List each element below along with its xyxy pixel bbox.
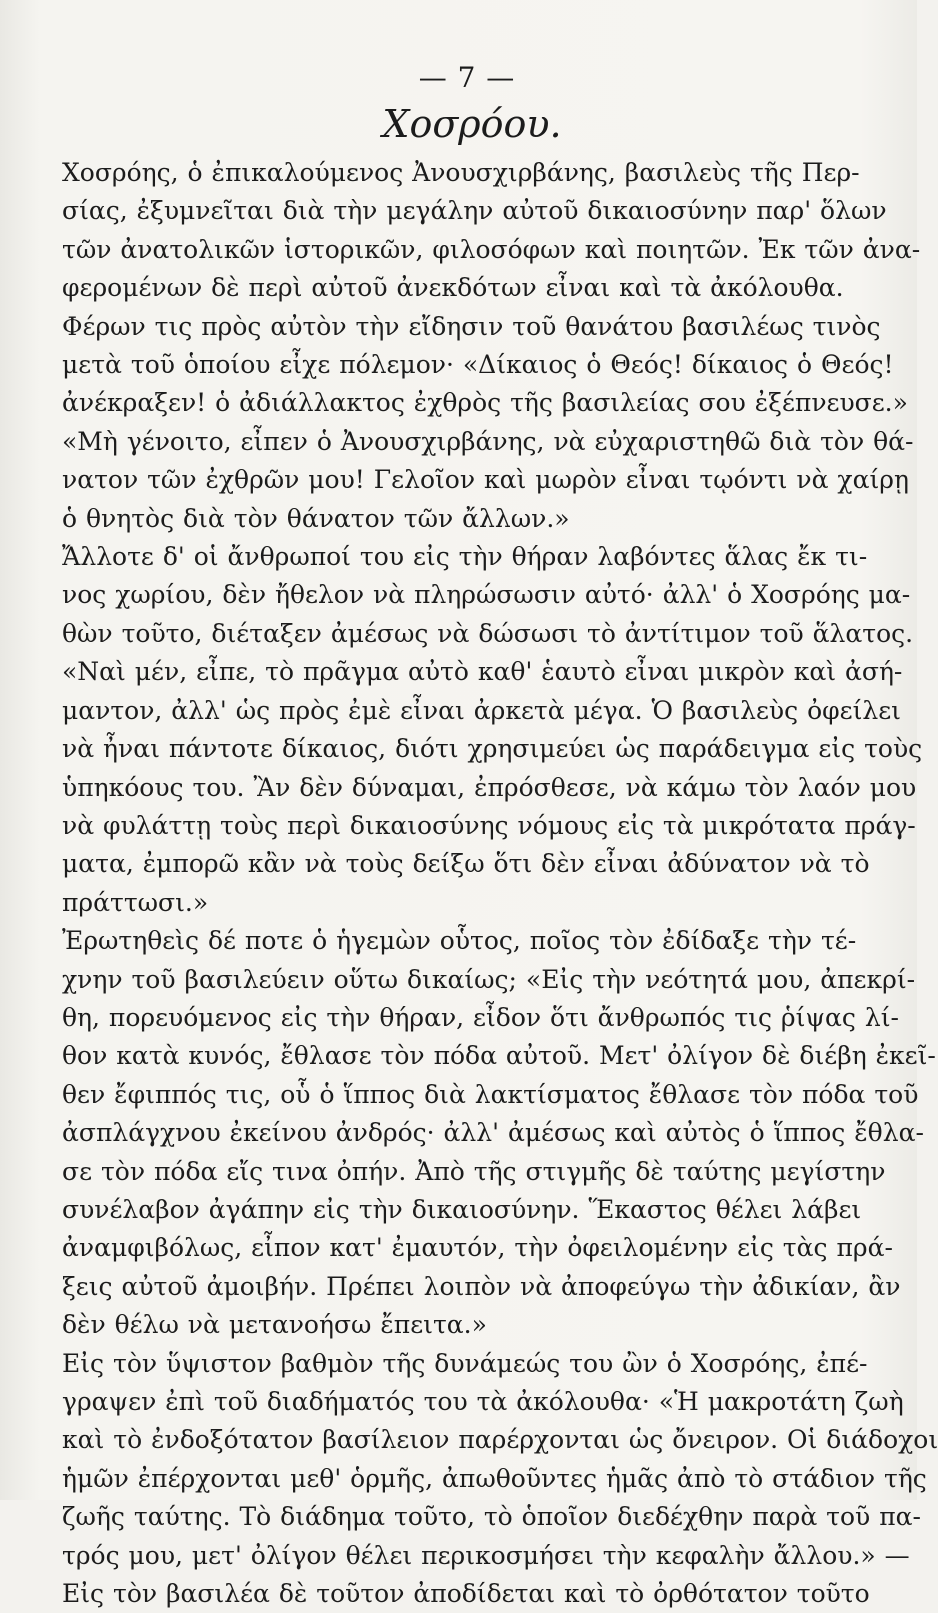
text-line: σε τὸν πόδα εἴς τινα ὀπήν. Ἀπὸ τῆς στιγμῆς δὲ ταύτης μεγίστην (62, 1156, 886, 1186)
text-line: ὑπηκόους του. Ἂν δὲν δύναμαι, ἐπρόσθεσε, νὰ κάμω τὸν λαόν μου (62, 772, 917, 802)
text-line: ἀναμφιβόλως, εἶπον κατ' ἐμαυτόν, τὴν ὀφειλομένην εἰς τὰς πρά- (62, 1233, 893, 1263)
text-line: φερομένων δὲ περὶ αὐτοῦ ἀνεκδότων εἶναι καὶ τὰ ἀκόλουθα. (62, 273, 844, 303)
text-line: Ἄλλοτε δ' οἱ ἄνθρωποί του εἰς τὴν θήραν λαβόντες ἅλας ἔκ τι- (62, 542, 868, 572)
text-line: πράττωσι.» (62, 887, 209, 917)
page-number: — 7 — (418, 61, 516, 94)
text-line: ζωῆς ταύτης. Τὸ διάδημα τοῦτο, τὸ ὁποῖον διεδέχθην παρὰ τοῦ πα- (62, 1502, 921, 1532)
text-line: ὁ θνητὸς διὰ τὸν θάνατον τῶν ἄλλων.» (62, 503, 570, 533)
text-line: σίας, ἐξυμνεῖται διὰ τὴν μεγάλην αὐτοῦ δικαιοσύνην παρ' ὅλων (62, 196, 887, 226)
text-line: μετὰ τοῦ ὁποίου εἶχε πόλεμον· «Δίκαιος ὁ Θεός! δίκαιος ὁ Θεός! (62, 350, 894, 380)
text-line: ἀσπλάγχνου ἐκείνου ἀνδρός· ἀλλ' ἀμέσως καὶ αὐτὸς ὁ ἵππος ἔθλα- (62, 1118, 924, 1148)
paragraph (62, 1345, 938, 1613)
text-line: νος χωρίου, δὲν ἤθελον νὰ πληρώσωσιν αὐτό· ἀλλ' ὁ Χοσρόης μα- (62, 580, 911, 610)
text-line: Χοσρόης, ὁ ἐπικαλούμενος Ἀνουσχιρβάνης, βασιλεὺς τῆς Περ- (62, 158, 860, 187)
page-content (62, 58, 938, 1613)
text-line: νατον τῶν ἐχθρῶν μου! Γελοῖον καὶ μωρὸν εἶναι τῳόντι νὰ χαίρῃ (62, 465, 909, 495)
text-line: τῶν ἀνατολικῶν ἱστορικῶν, φιλοσόφων καὶ ποιητῶν. Ἐκ τῶν ἀνα- (62, 234, 921, 264)
text-line: «Μὴ γένοιτο, εἶπεν ὁ Ἀνουσχιρβάνης, νὰ εὐχαριστηθῶ διὰ τὸν θά- (62, 426, 914, 456)
text-line: τρός μου, μετ' ὀλίγον θέλει περικοσμήσει τὴν κεφαλὴν ἄλλου.» — (62, 1540, 910, 1570)
text-line: Φέρων τις πρὸς αὐτὸν τὴν εἴδησιν τοῦ θανάτου βασιλέως τινὸς (62, 311, 881, 341)
paragraph (62, 538, 923, 922)
text-line: ἀνέκραξεν! ὁ ἀδιάλλακτος ἐχθρὸς τῆς βασιλείας σου ἐξέπνευσε.» (62, 388, 908, 418)
paragraph (62, 154, 921, 308)
text-line: μαντον, ἀλλ' ὡς πρὸς ἐμὲ εἶναι ἀρκετὰ μέγα. Ὁ βασιλεὺς ὀφείλει (62, 695, 901, 725)
text-line: ξεις αὐτοῦ ἀμοιβήν. Πρέπει λοιπὸν νὰ ἀποφεύγω τὴν ἀδικίαν, ἂν (62, 1271, 901, 1301)
text-line: δὲν θέλω νὰ μετανοήσω ἔπειτα.» (62, 1310, 487, 1340)
text-line: συνέλαβον ἀγάπην εἰς τὴν δικαιοσύνην. Ἕκαστος θέλει λάβει (62, 1194, 862, 1224)
text-line: νὰ ἦναι πάντοτε δίκαιος, διότι χρησιμεύει ὡς παράδειγμα εἰς τοὺς (62, 734, 923, 764)
text-line: ἡμῶν ἐπέρχονται μεθ' ὁρμῆς, ἀπωθοῦντες ἡμᾶς ἀπὸ τὸ στάδιον τῆς (62, 1463, 927, 1493)
text-line: Εἰς τὸν βασιλέα δὲ τοῦτον ἀποδίδεται καὶ τὸ ὀρθότατον τοῦτο (62, 1579, 870, 1609)
paragraph (62, 922, 936, 1344)
chapter-title: Χοσρόου. (382, 102, 562, 146)
text-line: χνην τοῦ βασιλεύειν οὕτω δικαίως; «Εἰς τὴν νεότητά μου, ἀπεκρί- (62, 964, 916, 994)
text-line: νὰ φυλάττῃ τοὺς περὶ δικαιοσύνης νόμους εἰς τὰ μικρότατα πράγ- (62, 810, 916, 840)
text-line: ματα, ἐμπορῶ κἂν νὰ τοὺς δείξω ὅτι δὲν εἶναι ἀδύνατον νὰ τὸ (62, 849, 870, 879)
text-line: θεν ἔφιππός τις, οὗ ὁ ἵππος διὰ λακτίσματος ἔθλασε τὸν πόδα τοῦ (62, 1079, 919, 1109)
text-line: καὶ τὸ ἐνδοξότατον βασίλειον παρέρχονται ὡς ὄνειρον. Οἱ διάδοχοι (62, 1425, 938, 1455)
text-line: Ἐρωτηθεὶς δέ ποτε ὁ ἡγεμὼν οὗτος, ποῖος τὸν ἐδίδαξε τὴν τέ- (62, 926, 857, 956)
body-text (62, 154, 938, 1613)
paragraph (62, 308, 914, 538)
text-line: θὼν τοῦτο, διέταξεν ἀμέσως νὰ δώσωσι τὸ ἀντίτιμον τοῦ ἅλατος. (62, 618, 914, 648)
text-line: θη, πορευόμενος εἰς τὴν θήραν, εἶδον ὅτι ἄνθρωπός τις ῥίψας λί- (62, 1002, 899, 1032)
text-line: «Ναὶ μέν, εἶπε, τὸ πρᾶγμα αὐτὸ καθ' ἑαυτὸ εἶναι μικρὸν καὶ ἀσή- (62, 657, 903, 687)
text-line: γραψεν ἐπὶ τοῦ διαδήματός του τὰ ἀκόλουθα· «Ἡ μακροτάτη ζωὴ (62, 1387, 904, 1416)
text-line: Εἰς τὸν ὕψιστον βαθμὸν τῆς δυνάμεώς του ὢν ὁ Χοσρόης, ἐπέ- (62, 1348, 868, 1378)
text-line: θον κατὰ κυνός, ἔθλασε τὸν πόδα αὐτοῦ. Μετ' ὀλίγον δὲ διέβη ἐκεῖ- (62, 1041, 936, 1071)
